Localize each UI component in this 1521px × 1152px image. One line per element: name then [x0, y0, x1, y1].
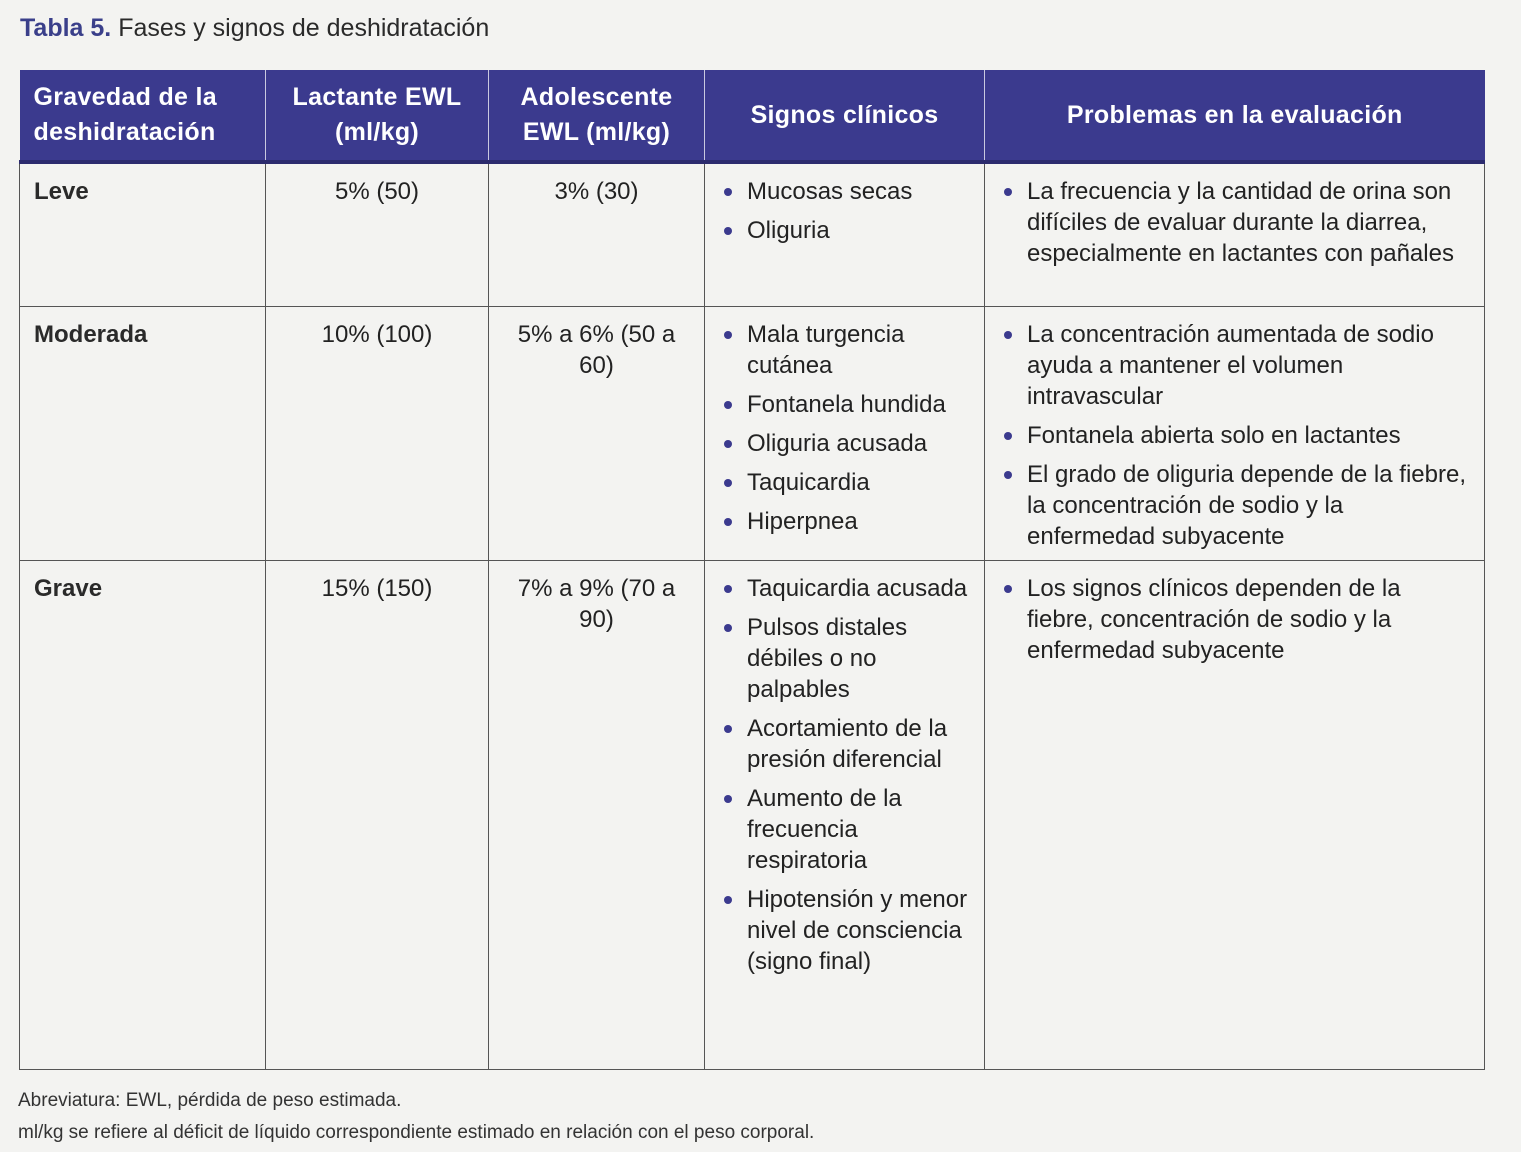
list-item: Pulsos distales débiles o no palpables	[717, 612, 972, 705]
header-row	[20, 70, 1485, 162]
list-item: El grado de oliguria depende de la fiebre, la concentración de sodio y la enfermedad subyacente	[997, 459, 1472, 552]
list-item: Oliguria	[717, 215, 972, 246]
header-infant: Lactante EWL (ml/kg)	[266, 70, 489, 162]
header-signs: Signos clínicos	[705, 70, 985, 162]
list-item: Aumento de la frecuencia respiratoria	[717, 783, 972, 876]
severity-cell: Leve	[20, 162, 266, 307]
list-item: Los signos clínicos dependen de la fiebre, concentración de sodio y la enfermedad subyacente	[997, 573, 1472, 666]
adolescent-ewl-cell: 7% a 9% (70 a 90)	[489, 561, 705, 1070]
evaluation-problems-cell	[985, 561, 1485, 1070]
clinical-signs-cell	[705, 307, 985, 561]
severity-cell: Grave	[20, 561, 266, 1070]
footnote-units: ml/kg se refiere al déficit de líquido correspondiente estimado en relación con el peso corporal.	[18, 1122, 815, 1143]
dehydration-table	[19, 70, 1485, 1070]
caption-text: Fases y signos de deshidratación	[111, 14, 490, 42]
infant-ewl-cell: 15% (150)	[266, 561, 489, 1070]
header-adolescent: Adolescente EWL (ml/kg)	[489, 70, 705, 162]
list-item: Mala turgencia cutánea	[717, 319, 972, 381]
table-row	[20, 162, 1485, 307]
infant-ewl-cell: 5% (50)	[266, 162, 489, 307]
severity-cell: Moderada	[20, 307, 266, 561]
list-item: Fontanela abierta solo en lactantes	[997, 420, 1472, 451]
infant-ewl-cell: 10% (100)	[266, 307, 489, 561]
list-item: Oliguria acusada	[717, 428, 972, 459]
list-item: La concentración aumentada de sodio ayuda a mantener el volumen intravascular	[997, 319, 1472, 412]
header-severity: Gravedad de la deshidratación	[20, 70, 266, 162]
header-problems: Problemas en la evaluación	[985, 70, 1485, 162]
footnote-abbreviation: Abreviatura: EWL, pérdida de peso estimada.	[18, 1090, 402, 1111]
adolescent-ewl-cell: 5% a 6% (50 a 60)	[489, 307, 705, 561]
caption-label: Tabla 5.	[20, 14, 112, 42]
list-item: Taquicardia acusada	[717, 573, 972, 604]
clinical-signs-cell	[705, 162, 985, 307]
evaluation-problems-cell	[985, 307, 1485, 561]
list-item: Taquicardia	[717, 467, 972, 498]
list-item: La frecuencia y la cantidad de orina son difíciles de evaluar durante la diarrea, especialmente en lactantes con pañales	[997, 176, 1472, 269]
table-row	[20, 561, 1485, 1070]
table-caption	[20, 14, 489, 43]
clinical-signs-cell	[705, 561, 985, 1070]
list-item: Fontanela hundida	[717, 389, 972, 420]
list-item: Hipotensión y menor nivel de consciencia (signo final)	[717, 884, 972, 977]
list-item: Mucosas secas	[717, 176, 972, 207]
list-item: Acortamiento de la presión diferencial	[717, 713, 972, 775]
table-row	[20, 307, 1485, 561]
evaluation-problems-cell	[985, 162, 1485, 307]
list-item: Hiperpnea	[717, 506, 972, 537]
adolescent-ewl-cell: 3% (30)	[489, 162, 705, 307]
